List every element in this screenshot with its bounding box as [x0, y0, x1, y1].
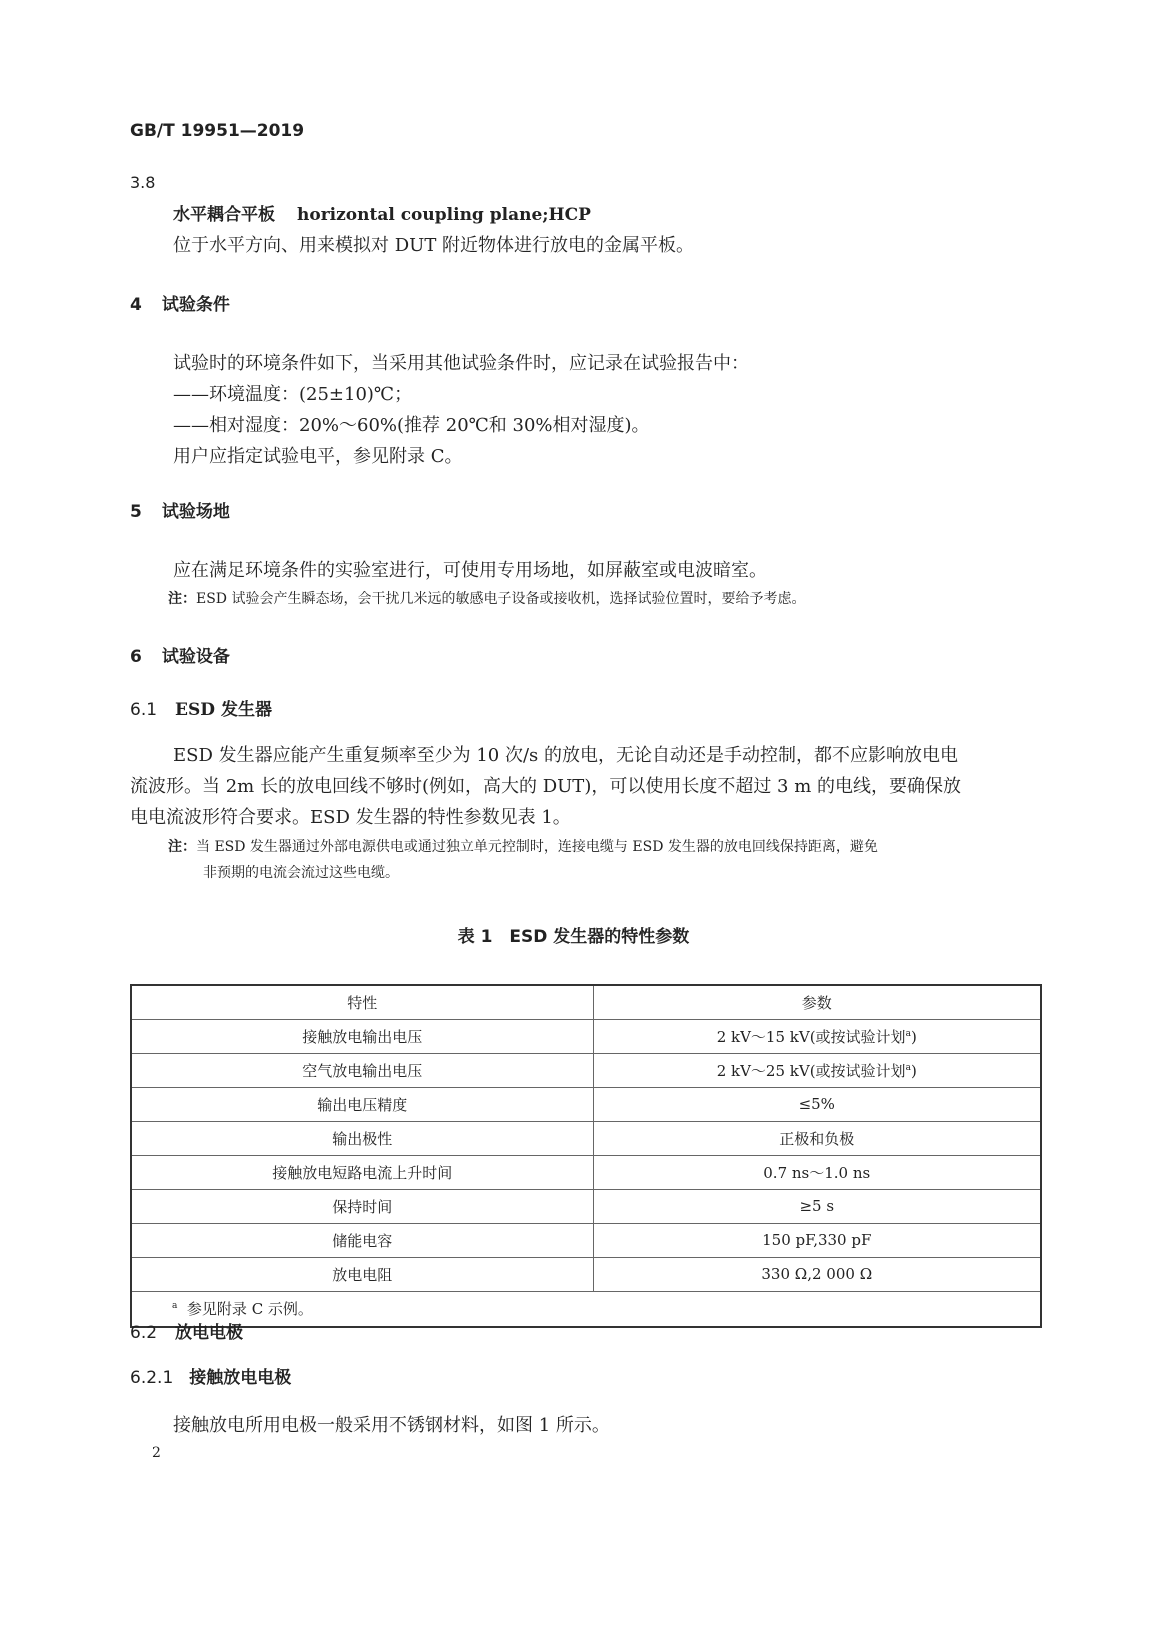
- table-cell-property: 空气放电输出电压: [131, 1053, 593, 1087]
- table-row: [131, 1257, 1041, 1291]
- clause-4-item-temperature: ——环境温度：(25±10)℃；: [173, 384, 413, 405]
- table-cell-property: 接触放电输出电压: [131, 1019, 593, 1053]
- table-footnote: [131, 1291, 1041, 1327]
- table-1: [130, 984, 1042, 1328]
- clause-5-text: 应在满足环境条件的实验室进行，可使用专用场地，如屏蔽室或电波暗室。: [173, 560, 767, 581]
- note-text: ESD 试验会产生瞬态场，会干扰几米远的敏感电子设备或接收机，选择试验位置时，要给予考虑。: [196, 591, 806, 607]
- clause-3-8-definition: 位于水平方向、用来模拟对 DUT 附近物体进行放电的金属平板。: [173, 235, 695, 256]
- clause-6-2-title: 放电电极: [175, 1323, 244, 1343]
- table-cell-property: 放电电阻: [131, 1257, 593, 1291]
- table-header-property: 特性: [131, 985, 593, 1019]
- clause-4-intro: 试验时的环境条件如下，当采用其他试验条件时，应记录在试验报告中：: [173, 353, 749, 374]
- table-header-parameter: 参数: [593, 985, 1041, 1019]
- clause-4-heading: [130, 290, 230, 315]
- table-row: [131, 1189, 1041, 1223]
- footnote-text: 参见附录 C 示例。: [186, 1300, 313, 1319]
- clause-6-1-line-3: 电电流波形符合要求。ESD 发生器的特性参数见表 1。: [130, 807, 571, 828]
- clause-4-item-humidity: ——相对湿度：20%～60%(推荐 20℃和 30%相对湿度)。: [173, 415, 650, 436]
- table-cell-parameter: 150 pF,330 pF: [593, 1223, 1041, 1257]
- table-1-caption: 表 1 ESD 发生器的特性参数: [457, 927, 690, 947]
- clause-6-1-line-1: ESD 发生器应能产生重复频率至少为 10 次/s 的放电，无论自动还是手动控制，都不应影响放电电: [173, 745, 958, 766]
- table-cell-property: 储能电容: [131, 1223, 593, 1257]
- table-cell-property: 输出极性: [131, 1121, 593, 1155]
- clause-4-number: 4: [130, 295, 142, 315]
- clause-6-1-line-2: 流波形。当 2m 长的放电回线不够时(例如，高大的 DUT)，可以使用长度不超过 3 m 的电线，要确保放: [130, 776, 962, 797]
- term-zh: 水平耦合平板: [173, 205, 275, 225]
- table-footnote-row: [131, 1291, 1041, 1327]
- footnote-marker: a: [905, 1028, 911, 1039]
- clause-6-number: 6: [130, 647, 142, 667]
- clause-4-title: 试验条件: [161, 295, 230, 315]
- clause-6-2-1-text: 接触放电所用电极一般采用不锈钢材料，如图 1 所示。: [173, 1415, 610, 1436]
- clause-3-8-number: 3.8: [130, 173, 156, 192]
- clause-6-2-1-heading: [130, 1363, 291, 1388]
- table-row: [131, 1019, 1041, 1053]
- table-cell-property: 输出电压精度: [131, 1087, 593, 1121]
- table-header-row: [131, 985, 1041, 1019]
- clause-6-1-heading: [130, 695, 272, 720]
- table-row: [131, 1121, 1041, 1155]
- standard-id: GB/T 19951—2019: [130, 121, 305, 141]
- clause-5-heading: [130, 497, 230, 522]
- clause-3-8-term: [173, 200, 591, 225]
- clause-6-2-number: 6.2: [130, 1323, 158, 1343]
- clause-6-1-note-line-2: 非预期的电流会流过这些电缆。: [203, 865, 399, 881]
- clause-6-2-1-title: 接触放电电极: [189, 1368, 292, 1388]
- page-number: 2: [152, 1445, 161, 1461]
- table-cell-parameter: ≥5 s: [593, 1189, 1041, 1223]
- clause-6-1-note-line-1: [168, 836, 878, 856]
- table-cell-parameter: 330 Ω,2 000 Ω: [593, 1257, 1041, 1291]
- table-cell-parameter: 0.7 ns～1.0 ns: [593, 1155, 1041, 1189]
- footnote-marker: a: [905, 1062, 911, 1073]
- clause-6-heading: [130, 642, 230, 667]
- clause-5-number: 5: [130, 502, 142, 522]
- clause-6-1-title: ESD 发生器: [175, 700, 272, 720]
- table-cell-parameter: 2 kV～25 kV(或按试验计划$^a$): [593, 1053, 1041, 1087]
- clause-6-1-number: 6.1: [130, 700, 158, 720]
- table-cell-parameter: 2 kV～15 kV(或按试验计划$^a$): [593, 1019, 1041, 1053]
- table-cell-parameter: 正极和负极: [593, 1121, 1041, 1155]
- footnote-marker: a: [172, 1301, 178, 1312]
- clause-6-2-1-number: 6.2.1: [130, 1368, 174, 1388]
- note-label: 注：: [168, 839, 196, 855]
- note-label: 注：: [168, 591, 196, 607]
- table-row: [131, 1155, 1041, 1189]
- clause-5-note: [168, 588, 805, 608]
- term-en: horizontal coupling plane;HCP: [297, 205, 591, 225]
- table-cell-property: 保持时间: [131, 1189, 593, 1223]
- table-cell-parameter: ≤5%: [593, 1087, 1041, 1121]
- note-text: 当 ESD 发生器通过外部电源供电或通过独立单元控制时，连接电缆与 ESD 发生器的放电回线保持距离，避免: [196, 839, 878, 855]
- clause-6-title: 试验设备: [161, 647, 230, 667]
- table-row: [131, 1223, 1041, 1257]
- table-cell-property: 接触放电短路电流上升时间: [131, 1155, 593, 1189]
- clause-5-title: 试验场地: [161, 502, 230, 522]
- table-row: [131, 1053, 1041, 1087]
- clause-6-2-heading: [130, 1318, 243, 1343]
- table-row: [131, 1087, 1041, 1121]
- clause-4-closing: 用户应指定试验电平，参见附录 C。: [173, 446, 463, 467]
